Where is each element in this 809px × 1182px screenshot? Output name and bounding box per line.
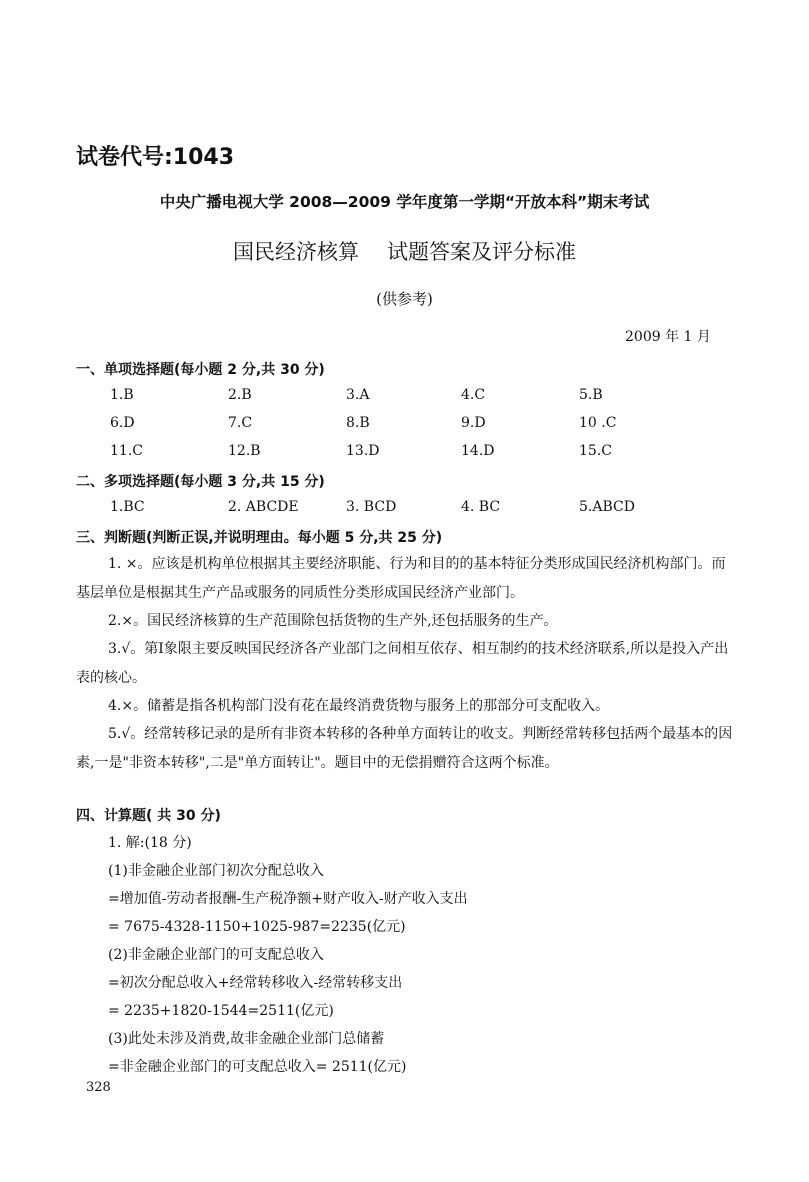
judgment-item-4: 4.×。储蓄是指各机构部门没有花在最终消费货物与服务上的那部分可支配收入。: [108, 698, 610, 714]
section-heading-multiple-choice: 二、多项选择题(每小题 3 分,共 15 分): [76, 474, 325, 490]
solution-line: = 7675-4328-1150+1025-987=2235(亿元): [108, 919, 406, 935]
solution-line: =初次分配总收入+经常转移收入-经常转移支出: [108, 975, 403, 991]
answer-item: 1.B: [110, 387, 134, 403]
judgment-item-5: 5.√。经常转移记录的是所有非资本转移的各种单方面转让的收支。判断经常转移包括两个最基本的因素,一是"非资本转移",二是"单方面转让"。题目中的无偿捐赠符合这两个标准。: [76, 726, 733, 771]
section-heading-single-choice: 一、单项选择题(每小题 2 分,共 30 分): [76, 362, 325, 378]
paper-code: 试卷代号:1043: [76, 145, 235, 170]
judgment-item-1: 1. ×。应该是机构单位根据其主要经济职能、行为和目的的基本特征分类形成国民经济机构部门。而基层单位是根据其生产产品或服务的同质性分类形成国民经济产业部门。: [76, 556, 726, 601]
exam-date: 2009 年 1 月: [625, 329, 711, 345]
answer-item: 2.B: [228, 387, 252, 403]
title-suffix: 试题答案及评分标准: [387, 240, 576, 264]
solution-line: =非金融企业部门的可支配总收入= 2511(亿元): [108, 1059, 407, 1075]
judgment-item-3: 3.√。第Ⅰ象限主要反映国民经济各产业部门之间相互依存、相互制约的技术经济联系,所以是投入产出表的核心。: [76, 641, 729, 686]
answer-item: 4. BC: [461, 499, 501, 515]
answer-item: 2. ABCDE: [228, 499, 299, 515]
answer-item: 11.C: [110, 443, 143, 459]
answer-item: 12.B: [228, 443, 261, 459]
solution-line: (2)非金融企业部门的可支配总收入: [108, 947, 324, 963]
answer-item: 3. BCD: [346, 499, 397, 515]
solution-line: =增加值-劳动者报酬-生产税净额+财产收入-财产收入支出: [108, 891, 468, 907]
section-heading-calculation: 四、计算题( 共 30 分): [76, 808, 221, 824]
answer-item: 10 .C: [579, 415, 617, 431]
answer-item: 3.A: [346, 387, 370, 403]
page-number: 328: [86, 1080, 111, 1095]
answer-item: 8.B: [346, 415, 370, 431]
subtitle: (供参考): [376, 290, 433, 308]
solution-line: = 2235+1820-1544=2511(亿元): [108, 1003, 334, 1019]
answer-item: 5.B: [579, 387, 603, 403]
answer-item: 7.C: [228, 415, 253, 431]
exam-header: 中央广播电视大学 2008—2009 学年度第一学期“开放本科”期末考试: [159, 193, 650, 211]
answer-item: 1.BC: [110, 499, 145, 515]
answer-item: 14.D: [461, 443, 495, 459]
answer-item: 6.D: [110, 415, 135, 431]
page-title: [0, 236, 809, 266]
answer-item: 13.D: [346, 443, 380, 459]
answer-item: 15.C: [579, 443, 612, 459]
solution-line: (3)此处未涉及消费,故非金融企业部门总储蓄: [108, 1031, 385, 1047]
answer-item: 9.D: [461, 415, 486, 431]
solution-line: 1. 解:(18 分): [108, 835, 192, 851]
section-heading-true-false: 三、判断题(判断正误,并说明理由。每小题 5 分,共 25 分): [76, 530, 443, 546]
judgment-item-2: 2.×。国民经济核算的生产范围除包括货物的生产外,还包括服务的生产。: [108, 613, 558, 629]
solution-line: (1)非金融企业部门初次分配总收入: [108, 863, 324, 879]
course-name: 国民经济核算: [233, 240, 359, 264]
answer-item: 5.ABCD: [579, 499, 635, 515]
answer-item: 4.C: [461, 387, 486, 403]
